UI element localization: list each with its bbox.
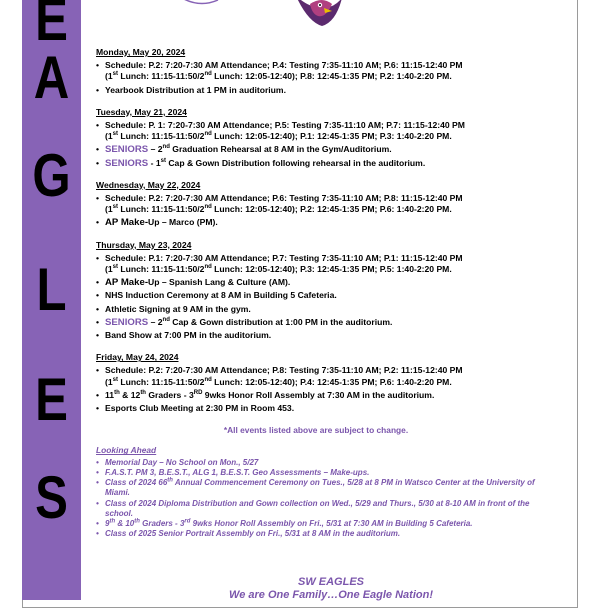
schedule-item [96, 60, 536, 82]
eagle-mascot-icon [292, 0, 346, 30]
seniors-item [96, 317, 536, 328]
day-section [96, 47, 536, 96]
schedule-line: (1st Lunch: 11:15-11:50/2nd Lunch: 12:05-12:40); P.1: 12:45-1:35 PM; P.3: 1:40-2:20 PM. [105, 131, 452, 142]
looking-ahead-item: • Class of 2024 Diploma Distribution and Gown collection on Wed., 5/29 and Thurs., 5/30 at 8-10 AM in front of the school. [96, 499, 536, 519]
makeup-label: AP Make- [105, 217, 149, 229]
banner-letter: L [36, 256, 67, 323]
makeup-text: Up – Spanish Lang & Culture (AM). [148, 277, 291, 288]
schedule-line: • Schedule: P.2: 7:20-7:30 AM Attendance; P.4: Testing 7:35-11:10 AM; P.6: 11:15-12:40 PM [105, 60, 463, 71]
seniors-label: SENIORS [105, 144, 149, 156]
schedule-line: • Schedule: P.2: 7:20-7:30 AM Attendance; P.8: Testing 7:35-11:10 AM; P.2: 11:15-12:40 PM [105, 365, 463, 376]
looking-ahead-item: • Class of 2025 Senior Portrait Assembly on Fri., 5/31 at 8 AM in the auditorium. [96, 529, 536, 539]
schedule-item [96, 120, 536, 142]
day-heading: Friday, May 24, 2024 [96, 352, 179, 363]
schedule-line: (1st Lunch: 11:15-11:50/2nd Lunch: 12:05-12:40); P.3: 12:45-1:35 PM; P.5: 1:40-2:20 PM. [105, 264, 452, 275]
event-item: • NHS Induction Ceremony at 8 AM in Building 5 Cafeteria. [96, 290, 536, 301]
day-heading: Tuesday, May 21, 2024 [96, 106, 187, 117]
schedule-line: • Schedule: P.2: 7:20-7:30 AM Attendance; P.6: Testing 7:35-11:10 AM; P.8: 11:15-12:40 PM [105, 193, 463, 204]
event-item: • 11th & 12th Graders - 3RD 9wks Honor Roll Assembly at 7:30 AM in the auditorium. [96, 390, 536, 401]
seniors-text: – 2nd Cap & Gown distribution at 1:00 PM in the auditorium. [148, 316, 393, 327]
looking-ahead-item: • F.A.S.T. PM 3, B.E.S.T., ALG 1, B.E.S.T. Geo Assessments – Make-ups. [96, 468, 536, 478]
schedule-item [96, 193, 536, 215]
banner-letter: E [35, 366, 68, 433]
day-heading: Monday, May 20, 2024 [96, 47, 186, 57]
day-section [96, 180, 536, 229]
seniors-text: - 1st Cap & Gown Distribution following rehearsal in the auditorium. [148, 157, 426, 168]
schedule-item [96, 253, 536, 275]
makeup-label: AP Make- [105, 277, 149, 289]
schedule-line: (1st Lunch: 11:15-11:50/2nd Lunch: 12:05-12:40); P.8: 12:45-1:35 PM; P.2: 1:40-2:20 PM. [105, 71, 452, 82]
schedule-line: • Schedule: P. 1: 7:20-7:30 AM Attendance; P.5: Testing 7:35-11:10 AM; P.7: 11:15-12:40 PM [105, 120, 465, 131]
makeup-text: Up – Marco (PM). [148, 217, 218, 228]
looking-ahead-item: • 9th & 10th Graders - 3rd 9wks Honor Roll Assembly on Fri., 5/31 at 7:30 AM in Building 5 Cafeteria. [96, 519, 536, 529]
footer-title: SW EAGLES [297, 576, 364, 588]
makeup-item [96, 277, 536, 288]
day-heading: Wednesday, May 22, 2024 [96, 179, 201, 190]
announcement-content [96, 47, 536, 539]
schedule-line: (1st Lunch: 11:15-11:50/2nd Lunch: 12:05-12:40); P.4: 12:45-1:35 PM; P.6: 1:40-2:20 PM. [105, 376, 452, 387]
seniors-item [96, 158, 536, 169]
seniors-text: – 2nd Graduation Rehearsal at 8 AM in the Gym/Auditorium. [148, 144, 392, 155]
seniors-label: SENIORS [105, 157, 149, 169]
seniors-item [96, 144, 536, 155]
seniors-label: SENIORS [105, 316, 149, 328]
footer-slogan: We are One Family…One Eagle Nation! [229, 589, 433, 601]
eagles-side-banner [22, 0, 81, 600]
day-heading: Thursday, May 23, 2024 [96, 239, 192, 250]
swoosh-icon [180, 0, 220, 8]
event-item: • Band Show at 7:00 PM in the auditorium. [96, 330, 536, 341]
makeup-item [96, 217, 536, 228]
event-item: • Esports Club Meeting at 2:30 PM in Room 453. [96, 403, 536, 414]
banner-letter: S [35, 464, 68, 531]
disclaimer-note: *All events listed above are subject to change. [223, 425, 409, 436]
schedule-line: • Schedule: P.1: 7:20-7:30 AM Attendance; P.7: Testing 7:35-11:10 AM; P.1: 11:15-12:40 PM [105, 252, 463, 263]
looking-ahead-list [96, 458, 536, 540]
looking-ahead-item: • Class of 2024 66th Annual Commencement Ceremony on Tues., 5/28 at 8 PM in Watsco Center at the University of Miami. [96, 478, 536, 498]
schedule-item [96, 365, 536, 387]
day-section [96, 240, 536, 342]
looking-ahead-title: Looking Ahead [96, 445, 157, 456]
event-item: • Yearbook Distribution at 1 PM in auditorium. [96, 85, 536, 96]
event-item: • Athletic Signing at 9 AM in the gym. [96, 304, 536, 315]
day-section [96, 352, 536, 414]
banner-letter: A [33, 44, 70, 111]
looking-ahead-item: • Memorial Day – No School on Mon., 5/27 [96, 458, 536, 468]
banner-letter: E [35, 0, 68, 53]
day-section [96, 107, 536, 169]
banner-letter: G [32, 142, 71, 209]
schedule-line: (1st Lunch: 11:15-11:50/2nd Lunch: 12:05-12:40); P.2: 12:45-1:35 PM; P.6: 1:40-2:20 PM. [105, 204, 452, 215]
